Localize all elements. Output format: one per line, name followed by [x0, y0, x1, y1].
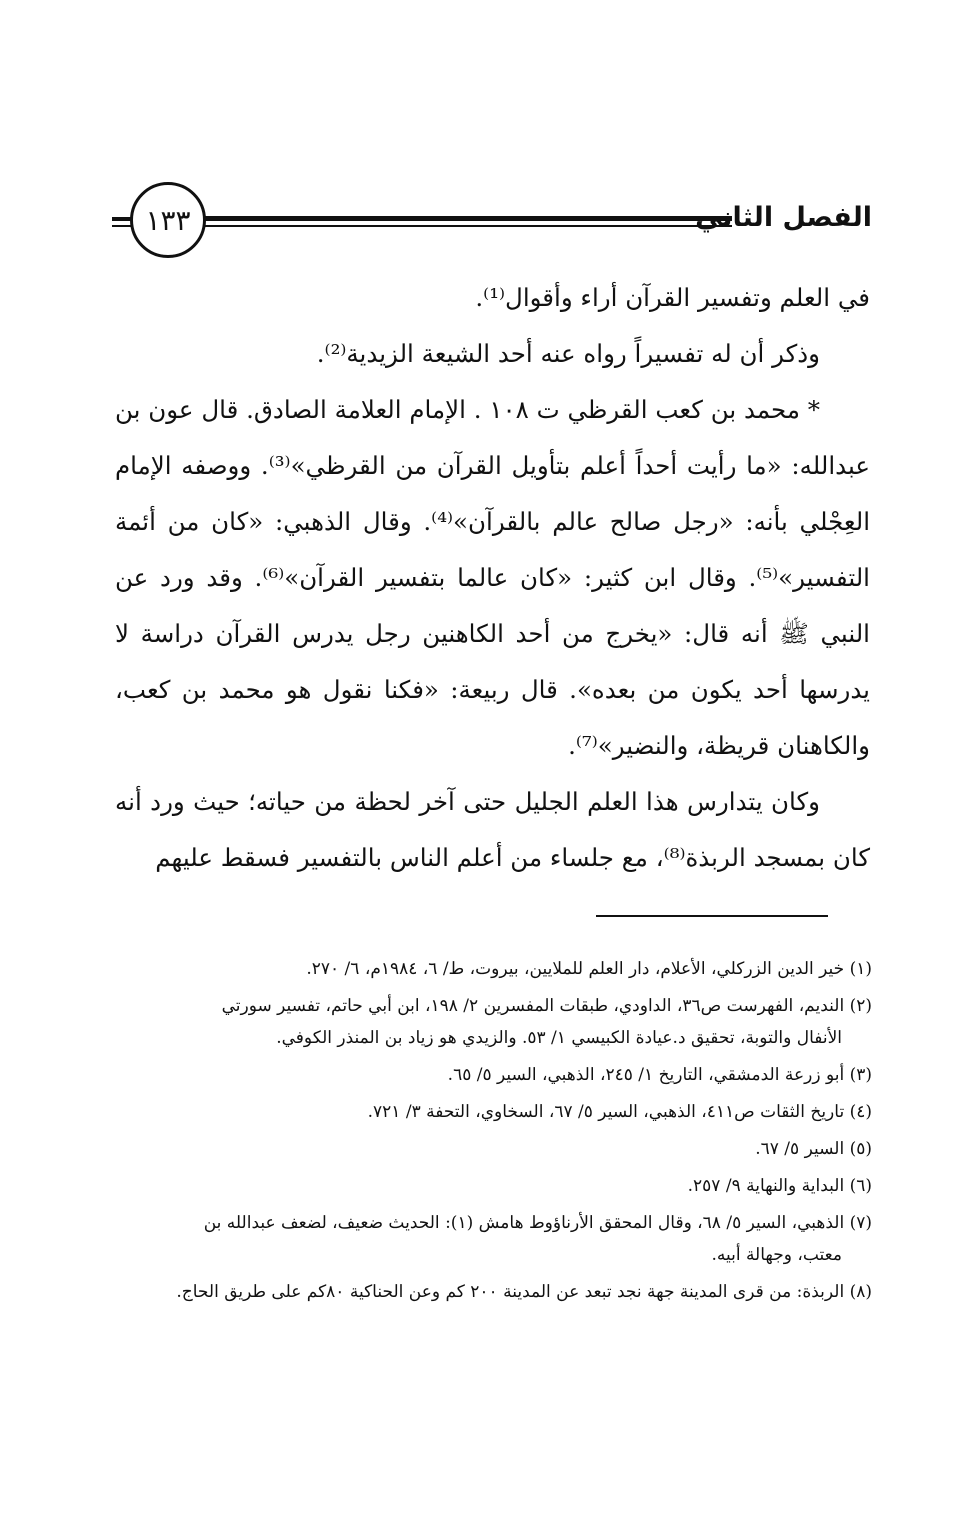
main-text: [115, 270, 870, 886]
header-rule-stub: [112, 217, 132, 221]
paragraph: * محمد بن كعب القرظي ت ١٠٨ . الإمام العلامة الصادق. قال عون بن عبدالله: «ما رأيت أحداً أعلم بتأويل القرآن من القرظي»⁽³⁾. ووصفه الإمام العِجْلي بأنه: «رجل صالح عالم بالقرآن»⁽⁴⁾. وقال الذهبي: «كان من أئمة التفسير»⁽⁵⁾. وقال ابن كثير: «كان عالما بتفسير القرآن»⁽⁶⁾. وقد ورد عن النبي ﷺ أنه قال: «يخرج من أحد الكاهنين رجل يدرس القرآن دراسة لا يدرسها أحد يكون من بعده». قال ربيعة: «فكنا نقول هو محمد بن كعب، والكاهنان قريظة، والنضير»⁽⁷⁾.: [115, 395, 870, 760]
footnote-text: (١) خير الدين الزركلي، الأعلام، دار العلم للملايين، بيروت، ط/ ٦، ١٩٨٤م، ٦/ ٢٧٠.: [306, 959, 872, 979]
footnotes: [112, 953, 872, 1313]
page-header: [112, 182, 872, 276]
footnote-divider: [596, 915, 828, 917]
paragraph: وذكر أن له تفسيراً رواه عنه أحد الشيعة الزيدية⁽²⁾.: [316, 339, 820, 368]
header-rule-thick: [204, 216, 732, 221]
footnote: [112, 1133, 872, 1165]
footnote-text: (٨) الربذة: من قرى المدينة جهة نجد تبعد عن المدينة ٢٠٠ كم وعن الحناكية ٨٠كم على طريق الحاج.: [176, 1282, 872, 1302]
header-rule-stub-thin: [112, 225, 132, 227]
footnote-continuation: معتب، وجهالة أبيه.: [711, 1245, 842, 1265]
footnote-text: (٧) الذهبي، السير ٥/ ٦٨، وقال المحقق الأرناؤوط هامش (١): الحديث ضعيف، لضعف عبدالله بن: [203, 1213, 872, 1233]
footnote-continuation: الأنفال والتوبة، تحقيق د.عيادة الكبيسي ١/ ٥٣. والزيدي هو زياد بن المنذر الكوفي.: [276, 1028, 842, 1048]
paragraph: وكان يتدارس هذا العلم الجليل حتى آخر لحظة من حياته؛ حيث ورد أنه كان بمسجد الربذة⁽⁸⁾، مع جلساء من أعلم الناس بالتفسير فسقط عليهم: [115, 787, 870, 872]
footnote: [112, 1207, 872, 1271]
footnote: [112, 1170, 872, 1202]
footnote-text: (٦) البداية والنهاية ٩/ ٢٥٧.: [687, 1176, 872, 1196]
page-number-circle: [130, 182, 206, 258]
footnote-text: (٥) السير ٥/ ٦٧.: [755, 1139, 872, 1159]
header-rule-thin: [204, 225, 732, 227]
footnote: [112, 953, 872, 985]
chapter-title: الفصل الثاني: [695, 202, 872, 233]
footnote-text: (٢) النديم، الفهرست ص٣٦، الداودي، طبقات المفسرين ٢/ ١٩٨، ابن أبي حاتم، تفسير سورتي: [221, 996, 872, 1016]
footnote-text: (٤) تاريخ الثقات ص٤١١، الذهبي، السير ٥/ ٦٧، السخاوي، التحفة ٣/ ٧٢١.: [367, 1102, 872, 1122]
page-number: ١٣٣: [145, 203, 191, 237]
footnote: [112, 1059, 872, 1091]
footnote: [112, 1276, 872, 1308]
paragraph: في العلم وتفسير القرآن أراء وأقوال⁽¹⁾.: [475, 283, 870, 312]
footnote: [112, 990, 872, 1054]
footnote-text: (٣) أبو زرعة الدمشقي، التاريخ ١/ ٢٤٥، الذهبي، السير ٥/ ٦٥.: [447, 1065, 872, 1085]
footnote: [112, 1096, 872, 1128]
